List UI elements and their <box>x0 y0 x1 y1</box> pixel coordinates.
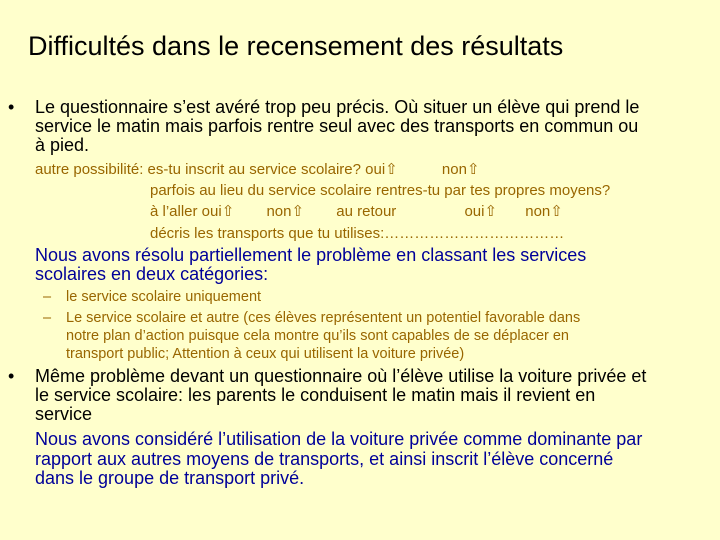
conclusion-line-1: Nous avons considéré l’utilisation de la voiture privée comme dominante par <box>35 429 643 449</box>
up-arrow-icon: ⇧ <box>291 203 305 220</box>
option-retour-oui: oui <box>464 203 485 220</box>
option-aller-non: non <box>266 203 292 220</box>
bullet-1-line-1: Le questionnaire s’est avéré trop peu précis. Où situer un élève qui prend le <box>35 97 640 117</box>
category-1: le service scolaire uniquement <box>66 289 262 305</box>
example-line-1 <box>35 160 480 179</box>
resolution-line-2: scolaires en deux catégories: <box>35 264 269 284</box>
up-arrow-icon: ⇧ <box>484 203 498 220</box>
dash-marker: – <box>43 289 52 305</box>
bullet-2-line-3: service <box>35 404 93 424</box>
bullet-marker: • <box>8 97 15 117</box>
example-question: autre possibilité: es-tu inscrit au service scolaire? oui <box>35 161 386 178</box>
option-non: non <box>441 161 467 178</box>
example-line-4: décris les transports que tu utilises:……………………………… <box>150 225 565 242</box>
bullet-2-line-2: le service scolaire: les parents le conduisent le matin mais il revient en <box>35 385 596 405</box>
bullet-1-line-3: à pied. <box>35 135 90 155</box>
conclusion-line-3: dans le groupe de transport privé. <box>35 468 305 488</box>
bullet-2-line-1: Même problème devant un questionnaire où l’élève utilise la voiture privée et <box>35 366 647 386</box>
example-line-3 <box>150 202 563 221</box>
category-2-line-3: transport public; Attention à ceux qui utilisent la voiture privée) <box>66 346 465 362</box>
up-arrow-icon: ⇧ <box>466 161 480 178</box>
category-2-line-2: notre plan d’action puisque cela montre qu’ils sont capables de se déplacer en <box>66 328 569 344</box>
up-arrow-icon: ⇧ <box>221 203 235 220</box>
option-retour-non: non <box>525 203 551 220</box>
example-line-2: parfois au lieu du service scolaire rentres-tu par tes propres moyens? <box>150 182 611 199</box>
up-arrow-icon: ⇧ <box>385 161 398 178</box>
conclusion-line-2: rapport aux autres moyens de transports, et ainsi inscrit l’élève concerné <box>35 449 614 469</box>
bullet-1-line-2: service le matin mais parfois rentre seul avec des transports en commun ou <box>35 116 639 136</box>
category-2-line-1: Le service scolaire et autre (ces élèves représentent un potentiel favorable dans <box>66 310 581 326</box>
up-arrow-icon: ⇧ <box>550 203 563 220</box>
dash-marker: – <box>43 310 52 326</box>
option-aller-oui: à l’aller oui <box>150 203 222 220</box>
resolution-line-1: Nous avons résolu partiellement le problème en classant les services <box>35 245 587 265</box>
page-title: Difficultés dans le recensement des résultats <box>28 31 564 61</box>
label-retour: au retour <box>336 203 397 220</box>
bullet-marker: • <box>8 366 15 386</box>
